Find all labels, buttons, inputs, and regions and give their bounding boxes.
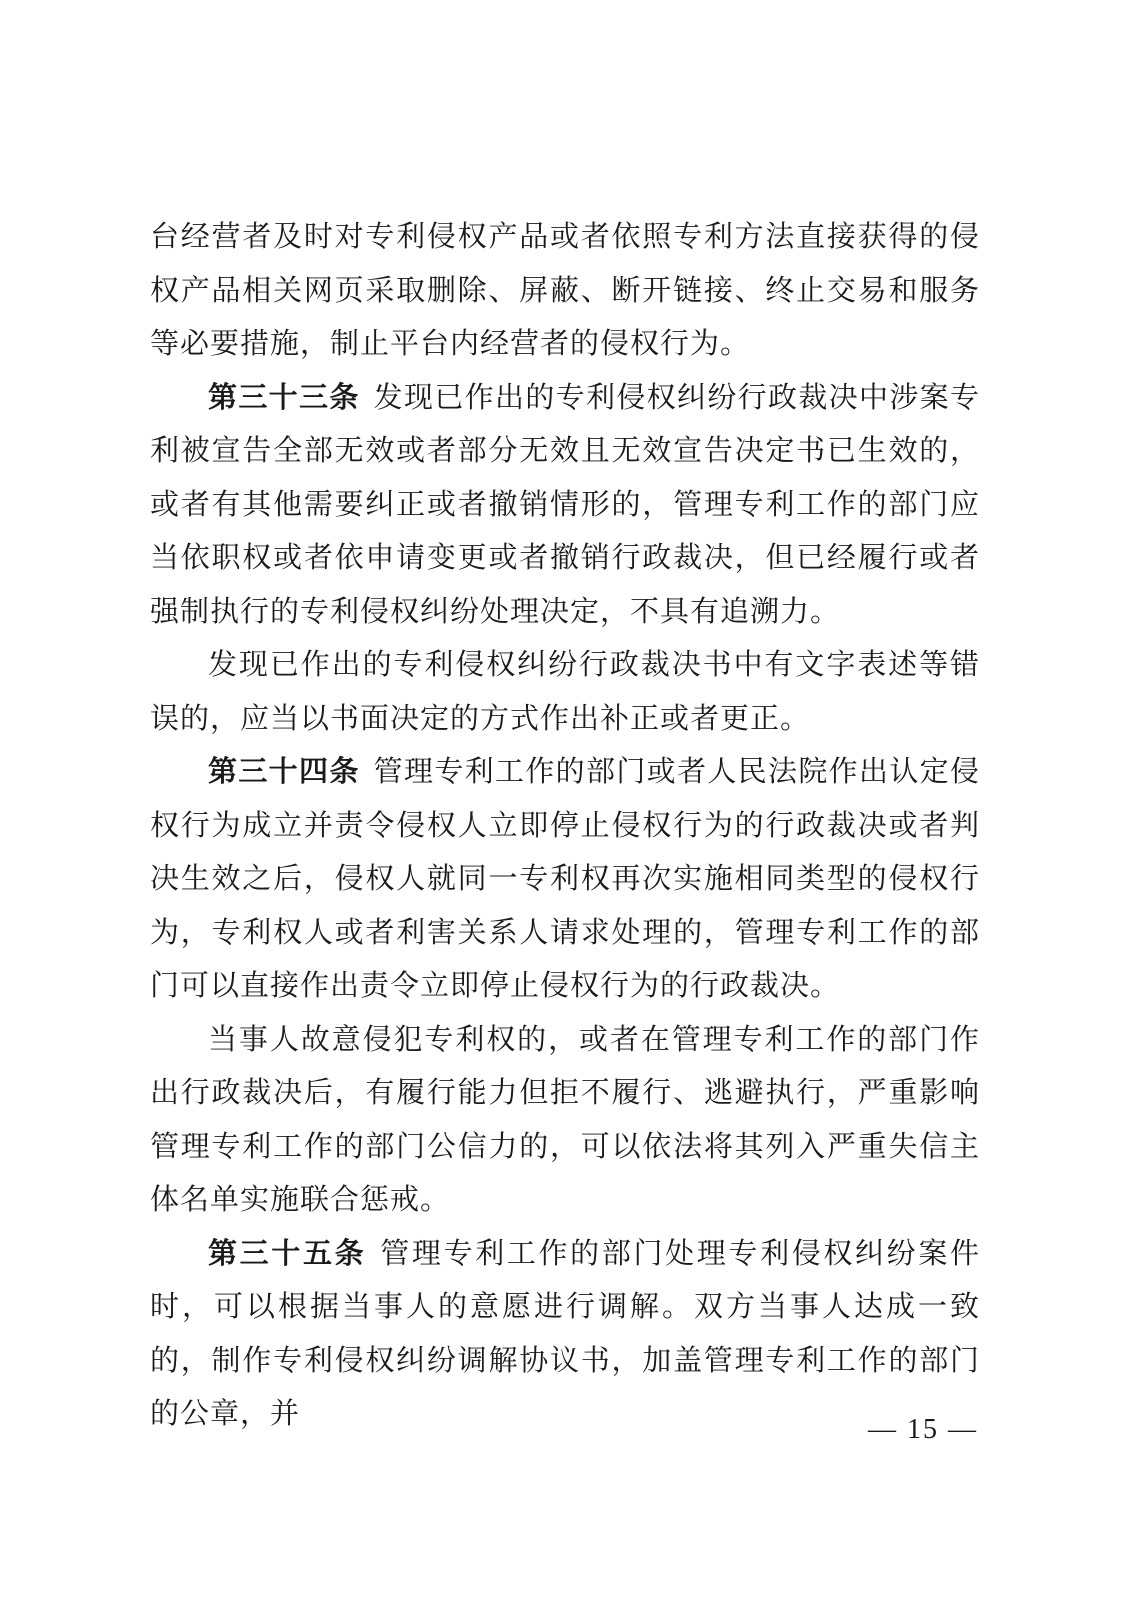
paragraph-text: 管理专利工作的部门或者人民法院作出认定侵权行为成立并责令侵权人立即停止侵权行为的行政裁决或者判决生效之后，侵权人就同一专利权再次实施相同类型的侵权行为，专利权人或者利害关系人请求处理的，管理专利工作的部门可以直接作出责令立即停止侵权行为的行政裁决。 [150,754,980,1002]
article-34-paragraph [150,745,980,1013]
article-33-paragraph-2 [150,638,980,745]
page-number: — 15 — [868,1414,978,1445]
paragraph-text: 台经营者及时对专利侵权产品或者依照专利方法直接获得的侵权产品相关网页采取删除、屏蔽、断开链接、终止交易和服务等必要措施，制止平台内经营者的侵权行为。 [150,219,980,360]
paragraph-text: 发现已作出的专利侵权纠纷行政裁决书中有文字表述等错误的，应当以书面决定的方式作出补正或者更正。 [150,647,980,735]
article-number: 第三十三条 [208,379,360,414]
article-33-paragraph [150,371,980,639]
article-34-paragraph-2 [150,1013,980,1227]
paragraph-continuation [150,210,980,371]
article-35-paragraph [150,1227,980,1441]
document-body [150,210,980,1441]
paragraph-text: 发现已作出的专利侵权纠纷行政裁决中涉案专利被宣告全部无效或者部分无效且无效宣告决定书已生效的，或者有其他需要纠正或者撤销情形的，管理专利工作的部门应当依职权或者依申请变更或者撤销行政裁决，但已经履行或者强制执行的专利侵权纠纷处理决定，不具有追溯力。 [150,379,980,628]
paragraph-text: 当事人故意侵犯专利权的，或者在管理专利工作的部门作出行政裁决后，有履行能力但拒不履行、逃避执行，严重影响管理专利工作的部门公信力的，可以依法将其列入严重失信主体名单实施联合惩戒。 [150,1021,980,1216]
paragraph-text: 管理专利工作的部门处理专利侵权纠纷案件时，可以根据当事人的意愿进行调解。双方当事人达成一致的，制作专利侵权纠纷调解协议书，加盖管理专利工作的部门的公章，并 [150,1235,980,1430]
article-number: 第三十五条 [208,1235,367,1270]
article-number: 第三十四条 [208,754,360,788]
